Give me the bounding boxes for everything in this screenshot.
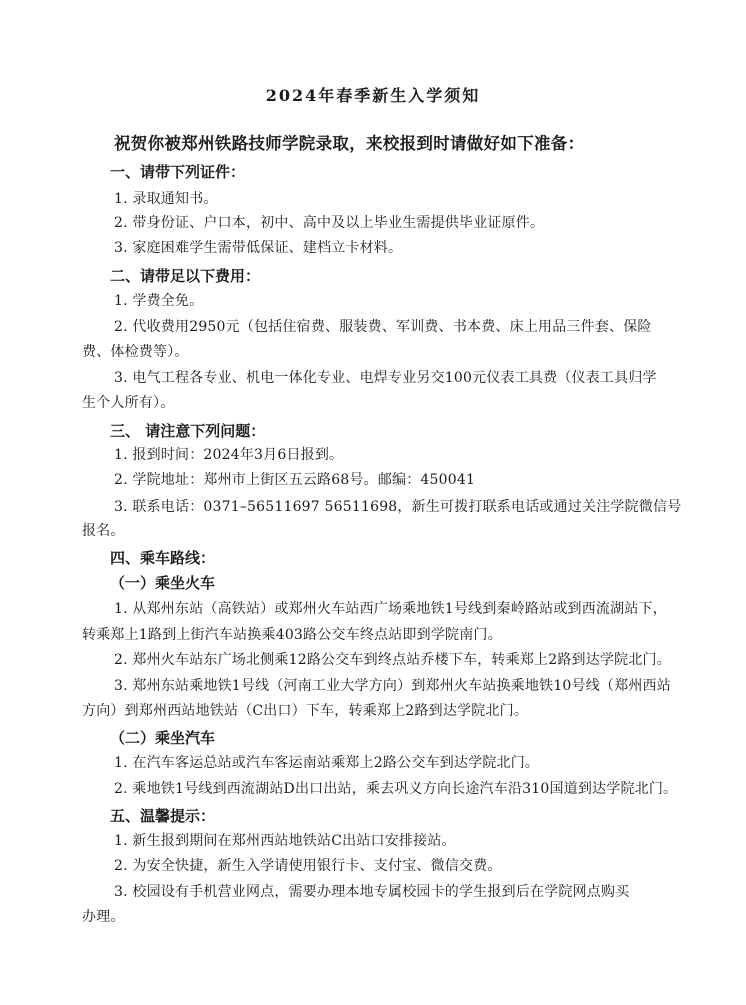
list-item: 1. 学费全免。 — [114, 293, 204, 309]
list-item: 1. 新生报到期间在郑州西站地铁站C出站口安排接站。 — [114, 833, 456, 849]
list-item: 1. 从郑州东站（高铁站）或郑州火车站西广场乘地铁1号线到秦岭路站或到西流湖站下， — [114, 601, 667, 617]
section-heading-documents: 一、请带下列证件： — [110, 163, 246, 181]
list-item-continuation: 生个人所有）。 — [82, 395, 175, 411]
list-item: 2. 郑州火车站东广场北侧乘12路公交车到终点站乔楼下车，转乘郑上2路到达学院北门。 — [114, 652, 671, 668]
list-item-continuation: 费、体检费等）。 — [82, 344, 189, 360]
list-item: 2. 代收费用2950元（包括住宿费、服装费、军训费、书本费、床上用品三件套、保险 — [114, 319, 652, 335]
list-item: 3. 电气工程各专业、机电一体化专业、电焊专业另交100元仪表工具费（仪表工具归学 — [114, 370, 657, 386]
list-item-continuation: 转乘郑上1路到上街汽车站换乘403路公交车终点站即到学院南门。 — [82, 627, 502, 643]
intro-text: 祝贺你被郑州铁路技师学院录取，来校报到时请做好如下准备： — [114, 134, 585, 153]
list-item: 3. 联系电话：0371–56511697 56511698，新生可拨打联系电话或通过关注学院微信号 — [114, 499, 682, 515]
section-heading-notes: 三、 请注意下列问题： — [110, 422, 266, 440]
list-item: 1. 在汽车客运总站或汽车客运南站乘郑上2路公交车到达学院北门。 — [114, 755, 540, 771]
list-item: 3. 校园设有手机营业网点，需要办理本地专属校园卡的学生报到后在学院网点购买 — [114, 884, 630, 900]
list-item: 2. 学院地址：郑州市上街区五云路68号。邮编：450041 — [114, 472, 476, 488]
section-heading-routes: 四、乘车路线： — [110, 549, 216, 567]
section-heading-fees: 二、请带足以下费用： — [110, 267, 261, 285]
section-heading-tips: 五、温馨提示： — [110, 807, 216, 825]
list-item: 2. 带身份证、户口本，初中、高中及以上毕业生需提供毕业证原件。 — [114, 215, 545, 231]
subsection-heading-bus: （二）乘坐汽车 — [110, 729, 216, 747]
list-item: 3. 家庭困难学生需带低保证、建档立卡材料。 — [114, 240, 403, 256]
list-item-continuation: 办理。 — [82, 909, 125, 925]
list-item: 2. 乘地铁1号线到西流湖站D出口出站，乘去巩义方向长途汽车沿310国道到达学院北门。 — [114, 781, 678, 797]
list-item: 1. 录取通知书。 — [114, 191, 218, 207]
list-item-continuation: 报名。 — [82, 523, 125, 539]
list-item: 3. 郑州东站乘地铁1号线（河南工业大学方向）到郑州火车站换乘地铁10号线（郑州西站 — [114, 678, 671, 694]
list-item: 2. 为安全快捷，新生入学请使用银行卡、支付宝、微信交费。 — [114, 858, 502, 874]
list-item-continuation: 方向）到郑州西站地铁站（C出口）下车，转乘郑上2路到达学院北门。 — [82, 703, 529, 719]
subsection-heading-train: （一）乘坐火车 — [110, 574, 216, 592]
page-title: 2024年春季新生入学须知 — [265, 86, 481, 105]
list-item: 1. 报到时间：2024年3月6日报到。 — [114, 447, 344, 463]
